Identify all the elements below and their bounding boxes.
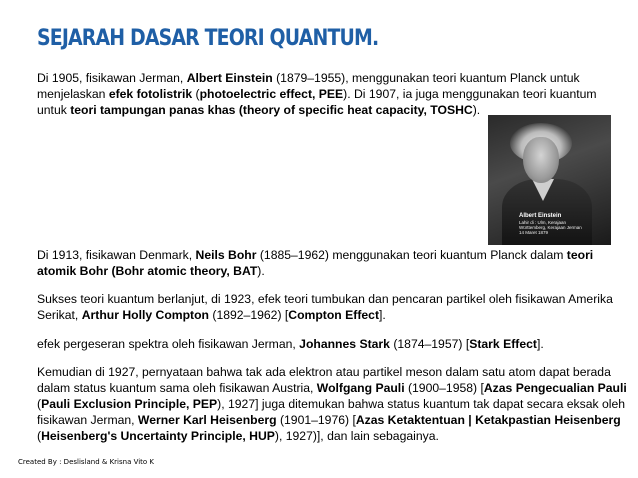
photo-caption-line: 14 Maret 1879 bbox=[519, 230, 549, 236]
photo-caption-line: Lahir di : Ulm, Kerajaan bbox=[519, 220, 567, 225]
photo-caption-name: Albert Einstein bbox=[519, 213, 562, 219]
photo-figure-face bbox=[523, 137, 559, 183]
paragraph-compton: Sukses teori kuantum berlanjut, di 1923, efek teori tumbukan dan pencaran partikel oleh fisikawan Amerika Serikat, Arthur Holly Compton (1892–1962) [Compton Effect]. bbox=[37, 292, 613, 322]
paragraph-stark: efek pergeseran spektra oleh fisikawan Jerman, Johannes Stark (1874–1957) [Stark Effect]. bbox=[37, 337, 544, 351]
footer-credit: Created By : Deslisland & Krisna Vito K bbox=[18, 458, 155, 466]
einstein-photo bbox=[488, 115, 611, 245]
slide-title: SEJARAH DASAR TEORI QUANTUM. bbox=[37, 26, 379, 51]
paragraph-bohr: Di 1913, fisikawan Denmark, Neils Bohr (1885–1962) menggunakan teori kuantum Planck dalam teori atomik Bohr (Bohr atomic theory, BAT). bbox=[37, 248, 594, 278]
paragraph-pauli-heisenberg: Kemudian di 1927, pernyataan bahwa tak ada elektron atau partikel meson dalam satu atom dapat berada dalam status kuantum sama oleh fisikawan Austria, Wolfgang Pauli (1900–1958) [Azas Pengecualian Pauli (Pauli Exclusion Principle, PEP), 1927] juga ditemukan bahwa status kuantum tak dapat secara eksak oleh fisikawan Jerman, Werner Karl Heisenberg (1901–1976) [Azas Ketaktentuan | Ketakpastian Heisenberg (Heisenberg's Uncertainty Principle, HUP), 1927)], dan lain sebagainya. bbox=[37, 365, 627, 443]
paragraph-einstein: Di 1905, fisikawan Jerman, Albert Einstein (1879–1955), menggunakan teori kuantum Planck untuk menjelaskan efek fotolistrik (photoelectric effect, PEE). Di 1907, ia juga menggunakan teori kuantum untuk teori tampungan panas khas (theory of specific heat capacity, TOSHC). bbox=[37, 71, 597, 117]
photo-caption bbox=[519, 213, 609, 236]
photo-caption-line: Württemberg, Kerajaan Jerman bbox=[519, 225, 582, 231]
